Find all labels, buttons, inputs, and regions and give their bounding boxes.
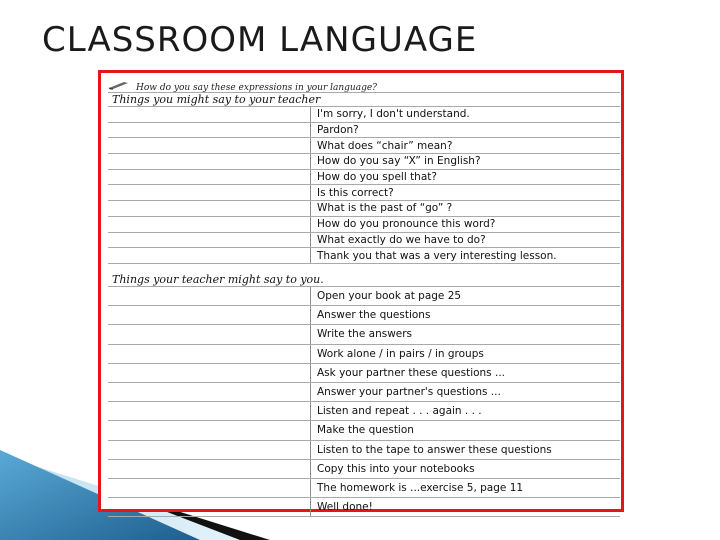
table-row [108,137,620,153]
translation-cell [108,123,311,138]
table-row [108,247,620,264]
phrase-table-teacher [108,106,620,264]
translation-cell [108,233,311,248]
phrase-cell: Listen and repeat . . . again . . . [317,405,482,418]
table-row [108,286,620,305]
translation-cell [108,402,311,420]
table-row [108,382,620,401]
table-row [108,497,620,517]
phrase-cell: What is the past of “go” ? [317,202,453,215]
phrase-cell: Write the answers [317,328,413,341]
translation-cell [108,460,311,478]
table-row [108,344,620,363]
table-row [108,184,620,200]
table-row [108,401,620,420]
translation-cell [108,201,311,216]
translation-cell [108,325,311,343]
translation-cell [108,185,311,200]
table-row [108,420,620,439]
phrase-cell: The homework is ...exercise 5, page 11 [317,481,524,494]
translation-cell [108,107,311,122]
translation-cell [108,479,311,497]
translation-cell [108,138,311,153]
phrase-cell: How do you say “X” in English? [317,155,481,168]
translation-cell [108,306,311,324]
table-row [108,324,620,343]
table-row [108,169,620,185]
slide-title: CLASSROOM LANGUAGE [42,20,478,60]
translation-cell [108,287,311,305]
translation-cell [108,170,311,185]
table-row [108,106,620,122]
table-row [108,363,620,382]
table-row [108,459,620,478]
phrase-cell: Work alone / in pairs / in groups [317,347,484,360]
phrase-cell: Well done! [317,501,373,514]
phrase-cell: Copy this into your notebooks [317,462,475,475]
translation-cell [108,248,311,263]
phrase-cell: Ask your partner these questions ... [317,366,506,379]
phrase-cell: How do you spell that? [317,171,437,184]
phrase-cell: Pardon? [317,124,359,137]
table-row [108,216,620,232]
phrase-cell: How do you pronounce this word? [317,218,496,231]
phrase-cell: Answer your partner's questions ... [317,386,501,399]
section-title-student: Things your teacher might say to you. [112,273,324,286]
translation-cell [108,421,311,439]
translation-cell [108,364,311,382]
translation-cell [108,154,311,169]
table-row [108,122,620,138]
translation-cell [108,345,311,363]
header-text: How do you say these expressions in your language? [136,83,377,93]
translation-cell [108,217,311,232]
phrase-cell: Answer the questions [317,309,431,322]
table-row [108,440,620,459]
translation-cell [108,441,311,459]
table-row [108,200,620,216]
phrase-cell: Is this correct? [317,186,394,199]
phrase-cell: I'm sorry, I don't understand. [317,108,470,121]
table-row [108,232,620,248]
phrase-table-student [108,286,620,517]
phrase-cell: Open your book at page 25 [317,290,462,303]
phrase-cell: Thank you that was a very interesting lesson. [317,249,557,262]
phrase-cell: What exactly do we have to do? [317,233,486,246]
phrase-cell: What does “chair” mean? [317,139,453,152]
translation-cell [108,498,311,516]
section-title-teacher: Things you might say to your teacher [112,93,321,106]
table-row [108,153,620,169]
table-row [108,478,620,497]
translation-cell [108,383,311,401]
phrase-cell: Make the question [317,424,414,437]
worksheet-header [108,80,620,92]
phrase-cell: Listen to the tape to answer these questions [317,443,552,456]
table-row [108,305,620,324]
